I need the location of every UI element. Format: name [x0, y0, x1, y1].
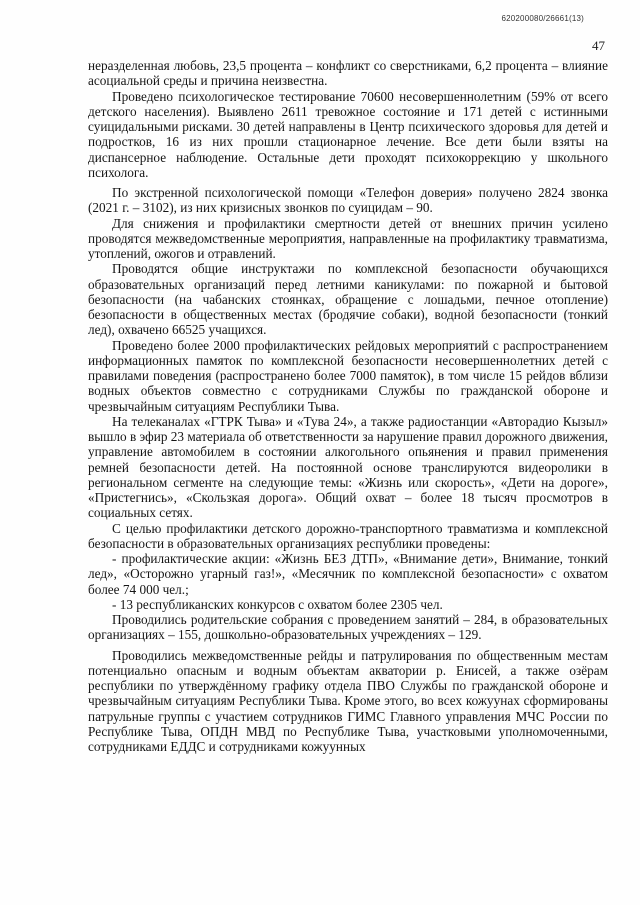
paragraph-6: Проведено более 2000 профилактических рейдовых мероприятий с распространением информационных памяток по комплексной безопасности несовершеннолетних детей с правилами поведения (распространено более 7000 памяток), в том числе 15 рейдов вблизи водных объектов совместно с сотрудниками Службы по гражданской обороне и чрезвычайным ситуациям Республики Тыва. [88, 337, 608, 414]
document-body [88, 58, 608, 754]
list-item-1: - профилактические акции: «Жизнь БЕЗ ДТП», «Внимание дети», Внимание, тонкий лед», «Осторожно угарный газ!», «Месячник по комплексной безопасности» с охватом более 74 000 чел.; [88, 551, 608, 597]
paragraph-1: неразделенная любовь, 23,5 процента – конфликт со сверстниками, 6,2 процента – влияние асоциальной среды и причина неизвестна. [88, 58, 608, 89]
paragraph-5: Проводятся общие инструктажи по комплексной безопасности обучающихся образовательных организаций перед летними каникулами: по пожарной и бытовой безопасности (на чабанских стоянках, обращение с лошадьми, печное отопление) безопасности в общественных местах (бродячие собаки), водной безопасности (тонкий лед), охвачено 66525 учащихся. [88, 261, 608, 338]
paragraph-7: На телеканалах «ГТРК Тыва» и «Тува 24», а также радиостанции «Авторадио Кызыл» вышло в эфир 23 материала об ответственности за нарушение правил дорожного движения, управление автомобилем в состоянии алкогольного опьянения и правил применения ремней безопасности детей. На постоянной основе транслируются видеоролики в региональном сегменте на следующие темы: «Жизнь или скорость», «Дети на дороге», «Пристегнись», «Скользкая дорога». Общий охват – более 18 тысяч просмотров в социальных сетях. [88, 413, 608, 521]
paragraph-10: Проводились межведомственные рейды и патрулирования по общественным местам потенциально опасным и водным объектам акватории р. Енисей, а также озёрам республики по утверждённому графику отдела ПВО Службы по гражданской обороне и чрезвычайным ситуациям Республики Тыва. Кроме этого, во всех кожуунах сформированы патрульные группы с участием сотрудников ГИМС Главного управления МЧС России по Республике Тыва, ОПДН МВД по Республике Тыва, участковыми уполномоченными, сотрудниками ЕДДС и сотрудниками кожуунных [88, 647, 608, 754]
paragraph-3: По экстренной психологической помощи «Телефон доверия» получено 2824 звонка (2021 г. – 3102), из них кризисных звонков по суицидам – 90. [88, 185, 608, 216]
paragraph-9: Проводились родительские собрания с проведением занятий – 284, в образовательных организациях – 155, дошкольно-образовательных учреждениях – 129. [88, 612, 608, 643]
paragraph-8: С целью профилактики детского дорожно-транспортного травматизма и комплексной безопасности в образовательных организациях республики проведены: [88, 520, 608, 551]
paragraph-2: Проведено психологическое тестирование 70600 несовершеннолетним (59% от всего детского населения). Выявлено 2611 тревожное состояние и 171 детей с истинными суицидальными рисками. 30 детей направлены в Центр психического здоровья для детей и подростков, 16 из них прошли стационарное лечение. Все дети были взяты на диспансерное наблюдение. Остальные дети проходят психокоррекцию у школьного психолога. [88, 88, 608, 180]
paragraph-4: Для снижения и профилактики смертности детей от внешних причин усилено проводятся межведомственные мероприятия, направленные на профилактику травматизма, утоплений, ожогов и отравлений. [88, 215, 608, 261]
list-item-2: - 13 республиканских конкурсов с охватом более 2305 чел. [112, 596, 443, 612]
page-number: 47 [592, 38, 605, 53]
document-id: 620200080/26661(13) [501, 14, 584, 23]
